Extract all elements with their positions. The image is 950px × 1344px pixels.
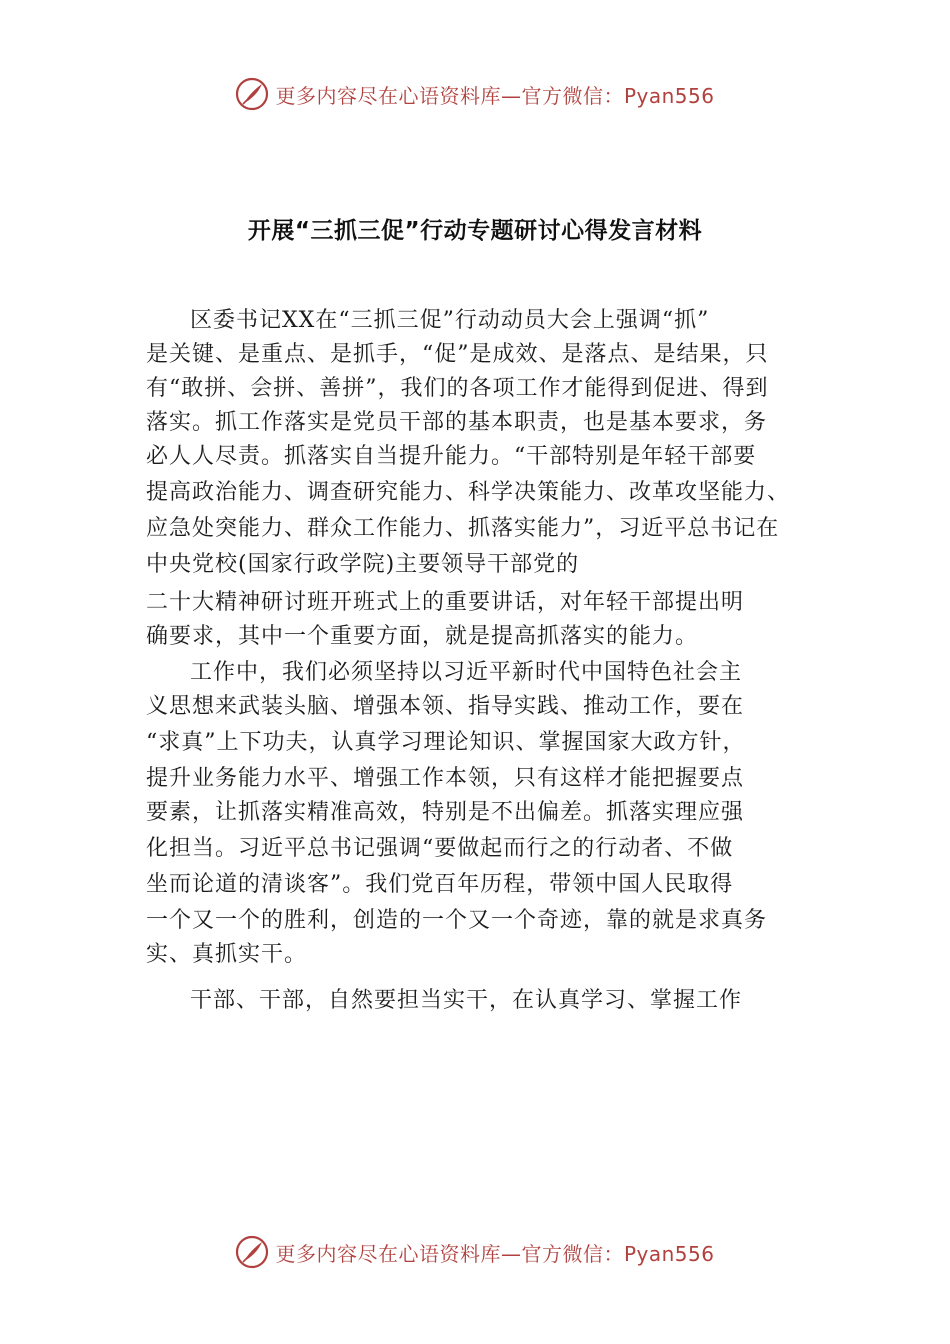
body-line: 有“敢拼、会拼、善拼”，我们的各项工作才能得到促进、得到 xyxy=(146,376,769,401)
body-line: 实、真抓实干。 xyxy=(146,942,308,967)
body-line: 是关键、是重点、是抓手，“促”是成效、是落点、是结果，只 xyxy=(146,342,769,367)
body-line: 必人人尽责。抓落实自当提升能力。“干部特别是年轻干部要 xyxy=(146,444,757,469)
body-line: 二十大精神研讨班开班式上的重要讲话，对年轻干部提出明 xyxy=(146,590,745,615)
header-banner xyxy=(0,72,950,116)
footer-banner-text: 更多内容尽在心语资料库—官方微信：Pyan556 xyxy=(275,1241,715,1266)
document-title: 开展“三抓三促”行动专题研讨心得发言材料 xyxy=(247,218,703,244)
footer-banner xyxy=(0,1230,950,1274)
body-line: 落实。抓工作落实是党员干部的基本职责，也是基本要求，务 xyxy=(146,410,768,435)
feather-pen-logo-icon xyxy=(235,77,269,111)
body-line: 化担当。习近平总书记强调“要做起而行之的行动者、不做 xyxy=(146,836,734,861)
body-line: 提高政治能力、调查研究能力、科学决策能力、改革攻坚能力、 xyxy=(146,480,791,505)
body-line: 干部、干部，自然要担当实干，在认真学习、掌握工作 xyxy=(190,988,743,1013)
body-line: 义思想来武装头脑、增强本领、指导实践、推动工作，要在 xyxy=(146,694,745,719)
body-line: 提升业务能力水平、增强工作本领，只有这样才能把握要点 xyxy=(146,766,745,791)
body-line: “求真”上下功夫，认真学习理论知识、掌握国家大政方针， xyxy=(146,730,746,755)
body-line: 一个又一个的胜利，创造的一个又一个奇迹，靠的就是求真务 xyxy=(146,908,768,933)
body-line: 要素，让抓落实精准高效，特别是不出偏差。抓落实理应强 xyxy=(146,800,745,825)
body-line: 坐而论道的清谈客”。我们党百年历程，带领中国人民取得 xyxy=(146,872,734,897)
body-line: 应急处突能力、群众工作能力、抓落实能力”，习近平总书记在 xyxy=(146,516,780,541)
body-line: 工作中，我们必须坚持以习近平新时代中国特色社会主 xyxy=(190,660,743,685)
body-line: 确要求，其中一个重要方面，就是提高抓落实的能力。 xyxy=(146,624,699,649)
feather-pen-logo-icon xyxy=(235,1235,269,1269)
body-line: 中央党校(国家行政学院)主要领导干部党的 xyxy=(146,552,580,577)
body-line: 区委书记XX在“三抓三促”行动动员大会上强调“抓” xyxy=(190,308,710,333)
header-banner-text: 更多内容尽在心语资料库—官方微信：Pyan556 xyxy=(275,83,715,108)
